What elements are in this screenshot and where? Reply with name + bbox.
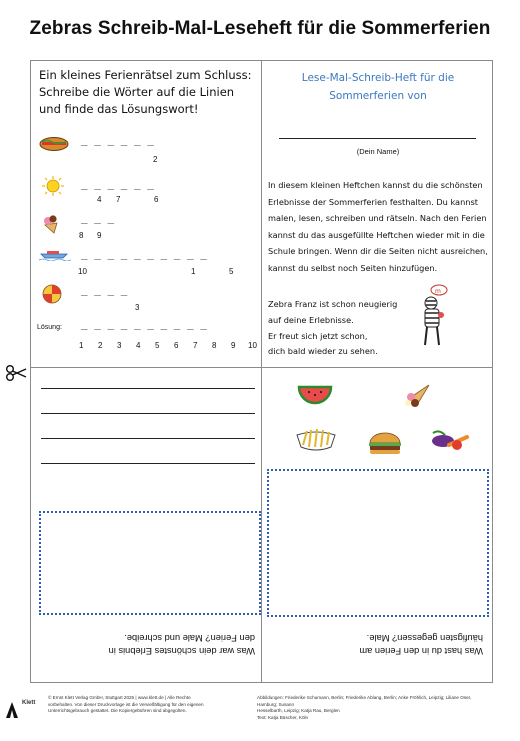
letter-number: 6 — [154, 195, 159, 204]
letter-number: 9 — [97, 231, 102, 240]
cut-line-horizontal — [31, 367, 492, 368]
writing-line[interactable] — [41, 413, 255, 414]
footer-copyright: © Ernst Klett Verlag GmbH, Stuttgart 2025 | www.klett.de | Alle Rechte vorbehalten. Von dieser Druckvorlage ist die Vervielfältigung für den eigenen Unterrichtsgebrauch gestattet. Die Kopiergebühren sind abgegolten. — [48, 695, 204, 713]
letter-number: 7 — [116, 195, 121, 204]
word-dashes: _ _ _ _ _ _ — [81, 133, 154, 146]
solution-number: 7 — [193, 341, 198, 350]
solution-number: 5 — [155, 341, 160, 350]
sandwich-icon — [39, 136, 69, 152]
letter-number: 1 — [191, 267, 196, 276]
zebra-illustration — [417, 283, 453, 349]
letter-number: 10 — [78, 267, 87, 276]
footer-credits: Abbildungen: Friederike Schumann, Berlin; Friederike Ablang, Berlin; Anke Fröhlich, Leipzig; Liliane Oser, Hamburg; Susann Hesselbarth, Leipzig; Katja Rau, Berglen Text: Katja Büscher, Köln — [257, 695, 472, 720]
boat-icon — [39, 249, 71, 261]
letter-number: 5 — [229, 267, 234, 276]
bottom-right-prompt: Was hast du in den Ferien am häufigsten gegessen? Male. — [359, 633, 483, 656]
letter-number: 4 — [97, 195, 102, 204]
cover-body-text: In diesem kleinen Heftchen kannst du die schönsten Erlebnisse der Sommerferien festhalten. Du kannst malen, lesen, schreiben und rätseln. Nach den Ferien kannst du das ausgefüllte Heftchen wieder mit in die Schule bringen. Wenn dir die Seiten nicht ausreichen, kannst du selbst noch Seiten hinzufügen. — [268, 180, 488, 273]
letter-number: 8 — [79, 231, 84, 240]
klett-logo-text: Klett — [22, 700, 36, 706]
writing-line[interactable] — [41, 388, 255, 389]
fries-icon — [293, 427, 339, 455]
puzzle-intro: Ein kleines Ferienrätsel zum Schluss: Schreibe die Wörter auf die Linien und finde das Lösungswort! — [39, 68, 252, 116]
ball-icon — [41, 283, 63, 305]
klett-logo — [4, 700, 20, 720]
solution-number: 1 — [79, 341, 84, 350]
bottom-left-prompt: Was war dein schönstes Erlebnis in den Ferien? Male und schreibe. — [108, 633, 255, 656]
solution-number: 4 — [136, 341, 141, 350]
drawing-box[interactable] — [267, 469, 489, 617]
sun-icon — [39, 175, 67, 197]
solution-number: 8 — [212, 341, 217, 350]
solution-number: 9 — [231, 341, 236, 350]
word-dashes: _ _ _ _ — [81, 283, 128, 296]
vegetables-icon — [429, 427, 469, 453]
writing-line[interactable] — [41, 438, 255, 439]
word-dashes: _ _ _ _ _ _ — [81, 177, 154, 190]
writing-line[interactable] — [41, 463, 255, 464]
burger-icon — [367, 431, 403, 457]
name-label: (Dein Name) — [356, 147, 400, 156]
page-title: Zebras Schreib-Mal-Leseheft für die Sommerferien — [29, 18, 491, 39]
fold-line-vertical — [261, 61, 262, 682]
solution-dashes: _ _ _ _ _ _ _ _ _ _ — [81, 317, 207, 330]
svg-text:m: m — [435, 288, 441, 295]
cover-title: Lese-Mal-Schreib-Heft für die Sommerferien von — [301, 72, 455, 102]
solution-number: 2 — [98, 341, 103, 350]
booklet-sheet — [30, 60, 493, 683]
solution-number: 10 — [248, 341, 257, 350]
word-dashes: _ _ _ — [81, 211, 115, 224]
ice-cream-icon — [39, 213, 61, 235]
zebra-text: Zebra Franz ist schon neugierig auf deine Erlebnisse. Er freut sich jetzt schon, dich bald wieder zu sehen. — [268, 299, 398, 357]
solution-number: 6 — [174, 341, 179, 350]
watermelon-icon — [297, 383, 333, 405]
solution-number: 3 — [117, 341, 122, 350]
letter-number: 3 — [135, 303, 140, 312]
word-dashes: _ _ _ _ _ _ _ _ _ _ — [81, 247, 207, 260]
solution-label: Lösung: — [37, 324, 62, 331]
ice-cream-cone-icon — [403, 381, 433, 409]
drawing-box[interactable] — [39, 511, 261, 615]
scissors-icon — [5, 364, 27, 382]
letter-number: 2 — [153, 155, 158, 164]
name-line[interactable] — [279, 138, 476, 139]
